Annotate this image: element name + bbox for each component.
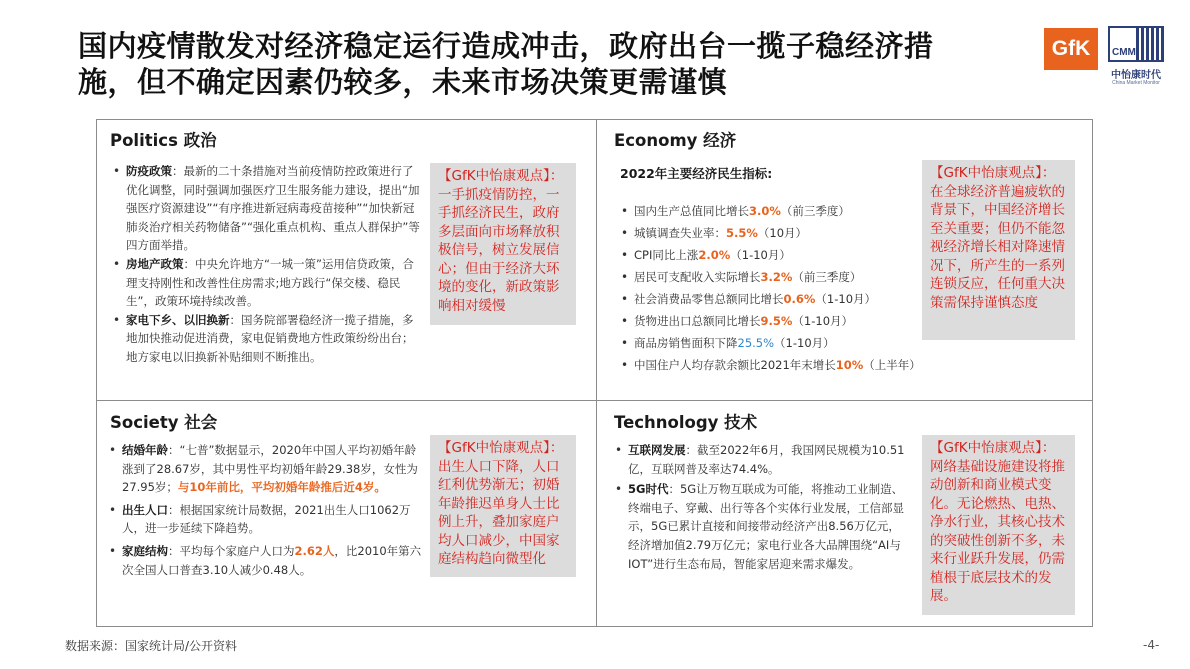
indicator-value: 3.0%	[749, 204, 781, 218]
cmm-logo-mark	[1108, 26, 1164, 62]
technology-heading: Technology 技术	[614, 413, 758, 432]
item-label: 出生人口	[122, 502, 168, 517]
item-text: ：国务院部署稳经济一揽子措施，多地加快推动促进消费，家电促销费地方性政策纷纷出台；地方家电以旧换新补贴细则不断推出。	[126, 312, 414, 364]
politics-list	[110, 162, 422, 367]
indicator-value: 25.5%	[737, 336, 775, 350]
item-text: ：截至2022年6月，我国网民规模为10.51亿，互联网普及率达74.4%。	[628, 443, 905, 476]
indicator-value: 0.6%	[783, 292, 816, 306]
item-label: 房地产政策	[126, 256, 184, 271]
grid-vertical-divider	[596, 119, 597, 627]
item-highlight: 2.62人	[294, 543, 335, 558]
indicator-value: 5.5%	[726, 226, 758, 240]
list-item	[612, 441, 910, 478]
indicator-value: 3.2%	[760, 270, 793, 284]
list-item	[106, 441, 424, 497]
indicator-value: 2.0%	[698, 248, 731, 262]
economy-indicators-title: 2022年主要经济民生指标:	[620, 166, 773, 181]
page-number: -4-	[1143, 638, 1160, 652]
list-item: • 城镇调查失业率：5.5%（10月）	[618, 222, 948, 244]
item-label: 家电下乡、以旧换新	[126, 312, 230, 327]
item-text: ：根据国家统计局数据，2021出生人口1062万人，进一步延续下降趋势。	[122, 502, 411, 536]
politics-heading: Politics 政治	[110, 131, 217, 150]
item-text: ：“七普”数据显示，2020年中国人平均初婚年龄涨到了28.67岁，其中男性平均初婚年龄29.38岁，女性为27.95岁；	[122, 443, 418, 495]
economy-indicator-list	[618, 200, 948, 376]
economy-heading: Economy 经济	[614, 131, 737, 150]
item-label: 防疫政策	[126, 164, 172, 178]
list-item: • 货物进出口总额同比增长9.5%（1-10月）	[618, 310, 948, 332]
cmm-logo-name: 中怡康时代	[1111, 70, 1161, 81]
item-text: ：最新的二十条措施对当前疫情防控政策进行了优化调整，同时强调加强医疗卫生服务能力建设，提出“加强医疗资源建设”“有序推进新冠病毒疫苗接种”“加快新冠肺炎治疗相关药物储备”“强化重点机构、重点人群保护”等四方面举措。	[126, 164, 420, 253]
item-text: ：中央允许地方“一城一策”运用信贷政策，合理支持刚性和改善性住房需求;地方践行“保交楼、稳民生”，政策环境持续改善。	[126, 256, 414, 309]
list-item: • 国内生产总值同比增长3.0%（前三季度）	[618, 200, 948, 222]
title-line-1: 国内疫情散发对经济稳定运行造成冲击，政府出台一揽子稳经济措	[78, 29, 934, 63]
cmm-logo-subtitle: China Market Monitor	[1112, 80, 1160, 86]
list-item	[106, 501, 424, 538]
item-label: 互联网发展	[628, 443, 686, 457]
list-item: • 居民可支配收入实际增长3.2%（前三季度）	[618, 266, 948, 288]
indicator-value: 10%	[835, 358, 864, 372]
list-item: • 社会消费品零售总额同比增长0.6%（1-10月）	[618, 288, 948, 310]
cmm-logo	[1104, 26, 1168, 88]
data-source-note: 数据来源：国家统计局/公开资料	[65, 639, 238, 653]
politics-opinion-box: 【GfK中怡康观点】：一手抓疫情防控，一手抓经济民生，政府多层面向市场释放积极信号，树立发展信心；但由于经济大环境的变化，新政策影响相对缓慢	[430, 163, 576, 325]
society-list	[106, 441, 424, 579]
technology-list	[612, 441, 910, 573]
list-item	[612, 480, 910, 573]
title-line-2: 施，但不确定因素仍较多，未来市场决策更需谨慎	[78, 65, 728, 99]
gfk-logo: GfK	[1044, 28, 1098, 70]
society-heading: Society 社会	[110, 413, 218, 432]
economy-opinion-box: 【GfK中怡康观点】：在全球经济普遍疲软的背景下，中国经济增长至关重要；但仍不能忽视经济增长相对降速情况下，所产生的一系列连锁反应，任何重大决策需保持谨慎态度	[922, 160, 1075, 340]
cmm-logo-text: CMM	[1112, 47, 1136, 58]
list-item: • CPI同比上涨2.0%（1-10月）	[618, 244, 948, 266]
list-item	[110, 311, 422, 367]
item-label: 家庭结构	[122, 543, 168, 558]
list-item: • 商品房销售面积下降25.5%（1-10月）	[618, 332, 948, 354]
list-item: • 中国住户人均存款余额比2021年末增长10%（上半年）	[618, 354, 948, 376]
technology-opinion-box: 【GfK中怡康观点】：网络基础设施建设将推动创新和商业模式变化。无论燃热、电热、净水行业，其核心技术的突破性创新不多，未来行业跃升发展，仍需植根于底层技术的发展。	[922, 435, 1075, 615]
item-text: ：5G让万物互联成为可能，将推动工业制造、终端电子、穿戴、出行等各个实体行业发展，工信部显示，5G已累计直接和间接带动经济产出8.56万亿元，经济增加值2.79万亿元；家电行业各大品牌围绕“AI与IOT”进行生态布局，智能家居迎来需求爆发。	[628, 482, 904, 571]
page-title	[78, 28, 1028, 100]
list-item	[110, 255, 422, 311]
list-item: • 家庭结构：平均每个家庭户人口为2.62人，比2010年第六次全国人口普查3.10人减少0.48人。	[106, 542, 424, 579]
item-highlight: 与10年前比，平均初婚年龄推后近4岁。	[177, 480, 386, 495]
item-label: 5G时代	[628, 482, 669, 497]
grid-horizontal-divider	[96, 400, 1093, 401]
indicator-value: 9.5%	[760, 314, 793, 328]
list-item	[110, 162, 422, 255]
society-opinion-box: 【GfK中怡康观点】：出生人口下降，人口红利优势渐无；初婚年龄推迟单身人士比例上升，叠加家庭户均人口减少，中国家庭结构趋向微型化	[430, 435, 576, 577]
item-label: 结婚年龄	[122, 443, 168, 457]
